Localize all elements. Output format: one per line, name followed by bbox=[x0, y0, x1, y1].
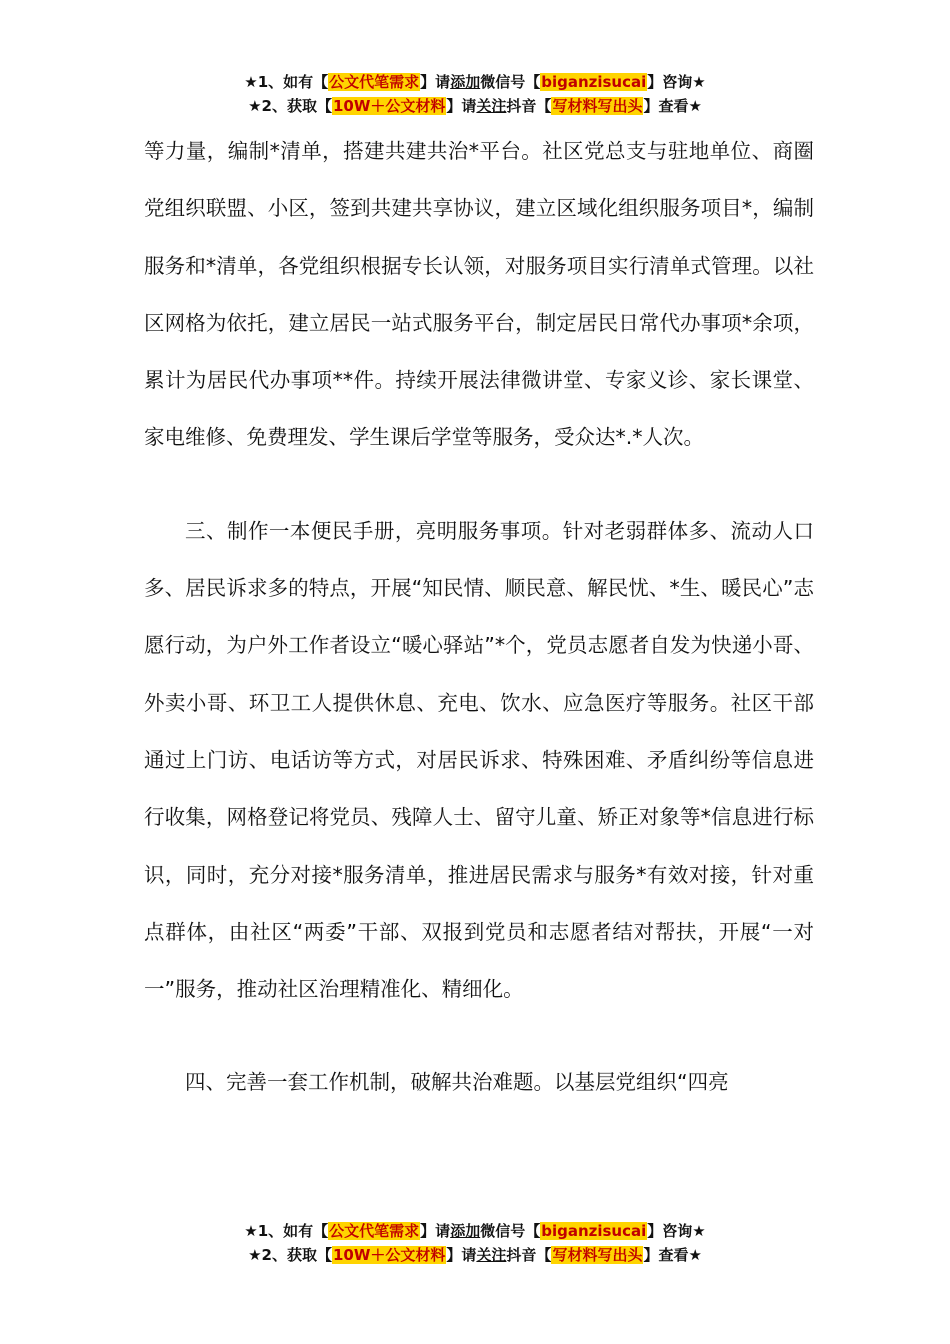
highlight-service: 公文代笔需求 bbox=[329, 1222, 420, 1240]
footer-banner bbox=[0, 1219, 950, 1267]
header-banner bbox=[0, 70, 950, 118]
highlight-service: 公文代笔需求 bbox=[329, 73, 420, 91]
highlight-douyin: 写材料写出头 bbox=[552, 1246, 643, 1264]
highlight-materials: 10W＋公文材料 bbox=[332, 1246, 446, 1264]
highlight-douyin: 写材料写出头 bbox=[552, 97, 643, 115]
highlight-wechat-id: biganzisucai bbox=[541, 73, 647, 91]
banner-line-2: ★2、获取【10W＋公文材料】请关注抖音【写材料写出头】查看★ bbox=[248, 1246, 702, 1264]
banner-line-1: ★1、如有【公文代笔需求】请添加微信号【biganzisucai】咨询★ bbox=[244, 73, 706, 91]
star-icon: ★ bbox=[244, 1222, 258, 1240]
document-body bbox=[144, 123, 814, 1112]
star-icon: ★ bbox=[244, 73, 258, 91]
paragraph-section-3: 三、制作一本便民手册，亮明服务事项。针对老弱群体多、流动人口多、居民诉求多的特点，开展“知民情、顺民意、解民忧、*生、暖民心”志愿行动，为户外工作者设立“暖心驿站”*个，党员志愿者自发为快递小哥、外卖小哥、环卫工人提供休息、充电、饮水、应急医疗等服务。社区干部通过上门访、电话访等方式，对居民诉求、特殊困难、矛盾纠纷等信息进行收集，网格登记将党员、残障人士、留守儿童、矫正对象等*信息进行标识，同时，充分对接*服务清单，推进居民需求与服务*有效对接，针对重点群体，由社区“两委”干部、双报到党员和志愿者结对帮扶，开展“一对一”服务，推动社区治理精准化、精细化。 bbox=[144, 518, 815, 1002]
paragraph-section-4: 四、完善一套工作机制，破解共治难题。以基层党组织“四亮 bbox=[185, 1070, 729, 1095]
banner-line-1: ★1、如有【公文代笔需求】请添加微信号【biganzisucai】咨询★ bbox=[244, 1222, 706, 1240]
paragraph-continued: 等力量，编制*清单，搭建共建共治*平台。社区党总支与驻地单位、商圈党组织联盟、小区，签到共建共享协议，建立区域化组织服务项目*，编制服务和*清单，各党组织根据专长认领，对服务项目实行清单式管理。以社区网格为依托，建立居民一站式服务平台，制定居民日常代办事项*余项，累计为居民代办事项**件。持续开展法律微讲堂、专家义诊、家长课堂、家电维修、免费理发、学生课后学堂等服务，受众达*.*人次。 bbox=[144, 139, 815, 450]
highlight-materials: 10W＋公文材料 bbox=[332, 97, 446, 115]
highlight-wechat-id: biganzisucai bbox=[541, 1222, 647, 1240]
star-icon: ★ bbox=[248, 97, 262, 115]
star-icon: ★ bbox=[248, 1246, 262, 1264]
banner-line-2: ★2、获取【10W＋公文材料】请关注抖音【写材料写出头】查看★ bbox=[248, 97, 702, 115]
